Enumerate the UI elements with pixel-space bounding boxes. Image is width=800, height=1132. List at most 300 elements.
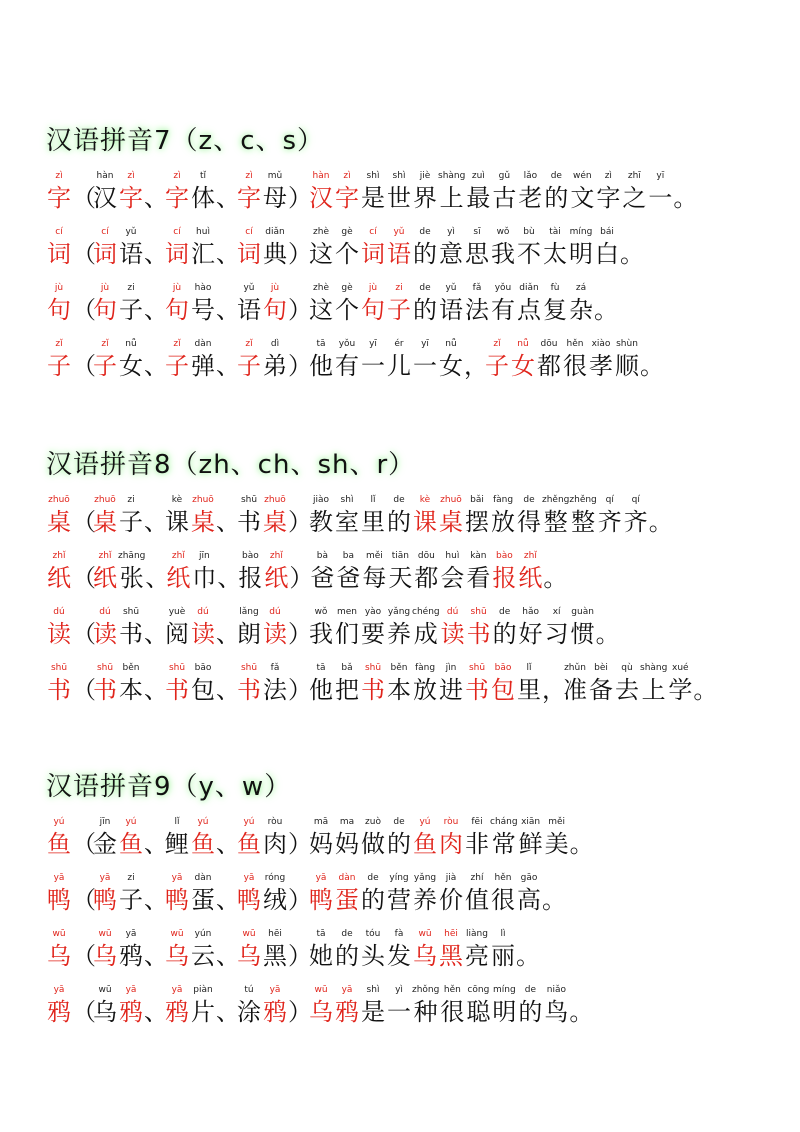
punctuation: 、	[144, 508, 168, 536]
hanzi: 句	[165, 296, 189, 324]
hanzi: 有	[491, 296, 515, 324]
hanzi: 句	[361, 296, 385, 324]
hanzi: 纸	[93, 564, 117, 592]
punctuation: 。	[673, 184, 698, 212]
pinyin: yī	[656, 171, 665, 181]
character	[386, 928, 412, 972]
pinyin: de	[393, 817, 405, 827]
hanzi: 明	[492, 998, 517, 1026]
pinyin: xiào	[591, 339, 611, 349]
pinyin: fǎ	[472, 283, 482, 293]
hanzi: 语	[119, 240, 143, 268]
hanzi: 弟	[263, 352, 287, 380]
hanzi: 很	[440, 998, 465, 1026]
pinyin: hěn	[566, 339, 584, 349]
hanzi: 包	[191, 676, 215, 704]
highlighted-character	[92, 662, 118, 706]
hanzi: 里	[361, 508, 385, 536]
punctuation: 、	[216, 676, 240, 704]
character	[308, 338, 334, 382]
character	[360, 872, 386, 916]
character	[190, 872, 216, 916]
highlighted-character	[190, 494, 216, 538]
hanzi: 看	[466, 564, 491, 592]
pinyin: zhǐ	[523, 551, 537, 561]
punctuation: 。	[569, 830, 594, 858]
character	[190, 928, 216, 972]
hanzi: 女	[119, 352, 143, 380]
character	[516, 872, 542, 916]
pinyin: gǔ	[498, 171, 511, 181]
character	[438, 226, 464, 270]
hanzi: 每	[362, 564, 387, 592]
hanzi: 一	[413, 352, 437, 380]
hanzi: 们	[335, 620, 359, 648]
pinyin: zhè	[313, 227, 329, 237]
pinyin: zi	[127, 495, 135, 505]
punctuation: 。	[595, 620, 620, 648]
pinyin: měi	[548, 817, 565, 827]
hanzi: 鸟	[544, 998, 569, 1026]
hanzi: 做	[361, 830, 385, 858]
character	[518, 816, 544, 860]
hanzi: 书	[361, 676, 385, 704]
character	[490, 282, 516, 326]
pinyin: yā	[99, 873, 111, 883]
highlighted-character	[438, 816, 464, 860]
character	[517, 170, 543, 214]
highlighted-character	[334, 872, 360, 916]
character	[464, 928, 490, 972]
character	[640, 662, 667, 706]
pinyin: fàng	[414, 663, 436, 673]
pinyin: zǐ	[173, 339, 181, 349]
hanzi: 非	[465, 830, 489, 858]
pinyin: yì	[395, 985, 403, 995]
character	[118, 226, 144, 270]
highlighted-character	[360, 662, 386, 706]
highlighted-character	[262, 494, 288, 538]
hanzi: 的	[518, 998, 543, 1026]
character	[190, 226, 216, 270]
pinyin: cí	[245, 227, 253, 237]
sentence-line	[46, 860, 766, 916]
character	[262, 226, 288, 270]
hanzi: 得	[517, 508, 541, 536]
lines-container	[46, 158, 766, 382]
punctuation: 。	[640, 352, 664, 380]
highlighted-character	[236, 928, 262, 972]
punctuation: ）	[288, 352, 312, 380]
hanzi: 备	[589, 676, 613, 704]
character	[438, 872, 464, 916]
pinyin: shū	[364, 663, 382, 673]
hanzi: 顺	[615, 352, 639, 380]
hanzi: 我	[491, 240, 515, 268]
pinyin: fàng	[492, 495, 514, 505]
character	[92, 816, 118, 860]
punctuation: 、	[216, 508, 240, 536]
punctuation: 。	[648, 508, 673, 536]
hanzi: 张	[119, 564, 144, 592]
pinyin: zhǐ	[52, 551, 66, 561]
pinyin: wū	[98, 985, 112, 995]
hanzi: 爸	[336, 564, 361, 592]
character	[647, 170, 673, 214]
hanzi: 种	[413, 998, 438, 1026]
punctuation: 、	[216, 352, 240, 380]
hanzi: 都	[537, 352, 561, 380]
character	[334, 928, 360, 972]
hanzi: 鸦	[47, 998, 71, 1026]
character	[360, 816, 386, 860]
pinyin: yī	[369, 339, 377, 349]
pinyin: měi	[365, 551, 383, 561]
pinyin: de	[367, 873, 379, 883]
character	[412, 226, 438, 270]
hanzi: 之	[622, 184, 647, 212]
hanzi: 很	[563, 352, 587, 380]
highlighted-character	[164, 872, 190, 916]
hanzi: 发	[387, 942, 411, 970]
character	[412, 338, 438, 382]
pinyin: tài	[549, 227, 561, 237]
pinyin: shì	[366, 171, 380, 181]
highlighted-character	[46, 928, 72, 972]
character	[164, 606, 190, 650]
pinyin: shū	[50, 663, 68, 673]
hanzi: 语	[439, 296, 463, 324]
character	[309, 550, 335, 594]
character	[262, 928, 288, 972]
hanzi: 金	[93, 830, 117, 858]
character	[517, 984, 543, 1028]
hanzi: 的	[544, 184, 569, 212]
character	[386, 872, 412, 916]
hanzi: 报	[492, 564, 517, 592]
hanzi: 句	[93, 296, 117, 324]
hanzi: 齐	[597, 508, 622, 536]
hanzi: 是	[361, 184, 385, 212]
punctuation: ）	[288, 998, 312, 1026]
character	[588, 338, 614, 382]
hanzi: 阅	[165, 620, 189, 648]
pinyin: běn	[390, 663, 408, 673]
character	[439, 550, 465, 594]
hanzi: 鱼	[191, 830, 215, 858]
hanzi: 桌	[191, 508, 215, 536]
pinyin: shì	[366, 985, 380, 995]
hanzi: 学	[668, 676, 693, 704]
pinyin: de	[524, 985, 536, 995]
hanzi: 鲜	[518, 830, 543, 858]
pinyin: ròu	[267, 817, 283, 827]
hanzi: 纸	[166, 564, 191, 592]
pinyin: dú	[99, 607, 111, 617]
pinyin: míng	[493, 985, 516, 995]
pinyin: diǎn	[519, 283, 539, 293]
pinyin: jià	[445, 873, 457, 883]
hanzi: 个	[335, 296, 359, 324]
character	[464, 494, 490, 538]
lines-container	[46, 482, 766, 706]
pinyin: gè	[341, 283, 353, 293]
hanzi: 不	[517, 240, 541, 268]
hanzi: 整	[571, 508, 596, 536]
hanzi: 这	[309, 296, 333, 324]
pinyin: sī	[473, 227, 481, 237]
hanzi: 女	[439, 352, 463, 380]
hanzi: 习	[544, 620, 569, 648]
character	[386, 494, 412, 538]
pinyin: qí	[631, 495, 640, 505]
character	[190, 170, 216, 214]
punctuation: 、	[144, 998, 168, 1026]
pinyin: zhāng	[118, 551, 146, 561]
character	[360, 928, 386, 972]
character	[492, 606, 518, 650]
pinyin: shū	[470, 607, 487, 617]
hanzi: 字	[47, 184, 71, 212]
pinyin: dú	[269, 607, 281, 617]
pinyin: yíng	[389, 873, 409, 883]
highlighted-character	[464, 662, 490, 706]
hanzi: 报	[238, 564, 263, 592]
hanzi: 儿	[387, 352, 411, 380]
pinyin: diǎn	[265, 227, 285, 237]
pinyin: wū	[418, 929, 432, 939]
hanzi: 营	[387, 886, 411, 914]
pinyin: de	[419, 227, 431, 237]
character	[412, 282, 438, 326]
hanzi: 高	[517, 886, 541, 914]
hanzi: 课	[413, 508, 437, 536]
section-pinyin-9	[46, 764, 766, 1028]
pinyin: wū	[52, 929, 66, 939]
character	[438, 170, 465, 214]
character	[361, 550, 387, 594]
hanzi: 鸭	[237, 886, 261, 914]
pinyin: de	[498, 607, 511, 617]
punctuation: 、	[144, 620, 168, 648]
hanzi: 准	[563, 676, 587, 704]
pinyin: yú	[419, 817, 431, 827]
hanzi: 一	[361, 352, 385, 380]
hanzi: 成	[413, 620, 438, 648]
pinyin: lǐ	[526, 663, 532, 673]
highlighted-character	[46, 226, 72, 270]
highlighted-character	[46, 338, 72, 382]
highlighted-character	[92, 872, 118, 916]
hanzi: 的	[387, 830, 411, 858]
character	[118, 282, 144, 326]
hanzi: 的	[335, 942, 359, 970]
hanzi: 书	[237, 508, 261, 536]
character	[308, 494, 334, 538]
hanzi: 鸭	[93, 886, 117, 914]
pinyin: yǔ	[393, 227, 405, 237]
sentence-line	[46, 482, 766, 538]
highlighted-character	[164, 928, 190, 972]
hanzi: 朗	[237, 620, 261, 648]
character	[597, 494, 623, 538]
pinyin: zhǐ	[269, 551, 283, 561]
hanzi: 本	[119, 676, 143, 704]
hanzi: 白	[595, 240, 619, 268]
highlighted-character	[412, 494, 438, 538]
punctuation: ）	[289, 564, 314, 592]
punctuation: ）	[288, 886, 312, 914]
pinyin: jìn	[445, 663, 457, 673]
pinyin: yā	[53, 873, 65, 883]
character	[308, 282, 334, 326]
hanzi: 词	[93, 240, 117, 268]
pinyin: zì	[343, 171, 351, 181]
pinyin: cí	[55, 227, 63, 237]
character	[562, 338, 588, 382]
hanzi: 桌	[439, 508, 463, 536]
character	[490, 494, 516, 538]
hanzi: 典	[263, 240, 287, 268]
pinyin: yǒu	[494, 283, 512, 293]
pinyin: huì	[196, 227, 210, 237]
hanzi: 读	[47, 620, 71, 648]
hanzi: 女	[511, 352, 535, 380]
character	[518, 606, 544, 650]
hanzi: 黑	[263, 942, 287, 970]
pinyin: liàng	[466, 929, 488, 939]
hanzi: 本	[387, 676, 411, 704]
sentence-line	[46, 270, 766, 326]
character	[334, 662, 360, 706]
hanzi: 巾	[192, 564, 217, 592]
character	[334, 282, 360, 326]
character	[464, 816, 490, 860]
hanzi: 乌	[237, 942, 261, 970]
hanzi: 字	[596, 184, 621, 212]
character	[236, 984, 262, 1028]
highlighted-character	[412, 928, 438, 972]
highlighted-character	[92, 928, 118, 972]
character	[465, 984, 491, 1028]
character	[536, 338, 562, 382]
pinyin: yǔ	[125, 227, 137, 237]
character	[164, 816, 190, 860]
hanzi: 明	[569, 240, 593, 268]
pinyin: ba	[342, 551, 354, 561]
highlighted-character	[438, 494, 464, 538]
character	[412, 984, 439, 1028]
pinyin: kè	[419, 495, 431, 505]
punctuation: （	[72, 830, 96, 858]
punctuation: （	[72, 352, 96, 380]
hanzi: 乌	[47, 942, 71, 970]
hanzi: 上	[439, 184, 464, 212]
hanzi: 有	[335, 352, 359, 380]
pinyin: ma	[339, 817, 355, 827]
punctuation: 、	[216, 942, 240, 970]
character	[262, 872, 288, 916]
character	[570, 606, 596, 650]
character	[190, 662, 216, 706]
highlighted-character	[118, 816, 144, 860]
hanzi: 书	[237, 676, 261, 704]
hanzi: 鸦	[335, 998, 359, 1026]
pinyin: jù	[368, 283, 378, 293]
pinyin: niǎo	[546, 985, 566, 995]
hanzi: 读	[93, 620, 117, 648]
character	[490, 928, 516, 972]
character	[118, 550, 145, 594]
highlighted-character	[164, 338, 190, 382]
sentence-line	[46, 594, 766, 650]
punctuation: ，	[464, 352, 488, 380]
character	[308, 816, 334, 860]
pinyin: shàng	[438, 171, 466, 181]
highlighted-character	[466, 606, 492, 650]
punctuation: 、	[144, 886, 168, 914]
hanzi: 教	[309, 508, 333, 536]
highlighted-character	[118, 984, 144, 1028]
character	[334, 606, 360, 650]
punctuation: ）	[288, 620, 312, 648]
character	[262, 816, 288, 860]
character	[334, 494, 360, 538]
character	[412, 606, 440, 650]
pinyin: lǐ	[174, 817, 180, 827]
character	[516, 282, 542, 326]
hanzi: 子	[485, 352, 509, 380]
highlighted-character	[164, 984, 190, 1028]
punctuation: 、	[217, 564, 242, 592]
highlighted-character	[490, 662, 516, 706]
hanzi: 字	[165, 184, 189, 212]
hanzi: 文	[570, 184, 595, 212]
hanzi: 汉	[309, 184, 333, 212]
sentence-line	[46, 214, 766, 270]
pinyin: bào	[496, 551, 513, 561]
character	[236, 606, 262, 650]
character	[118, 872, 144, 916]
hanzi: 的	[413, 240, 437, 268]
highlighted-character	[164, 662, 190, 706]
punctuation: ）	[288, 184, 312, 212]
pinyin: tā	[316, 663, 326, 673]
hanzi: 孝	[589, 352, 613, 380]
punctuation: 。	[594, 296, 618, 324]
pinyin: zuò	[365, 817, 381, 827]
pinyin: dàn	[194, 339, 212, 349]
pinyin: de	[550, 171, 562, 181]
pinyin: de	[393, 495, 405, 505]
hanzi: 老	[518, 184, 543, 212]
pinyin: bǎi	[470, 495, 484, 505]
highlighted-character	[491, 550, 517, 594]
character	[262, 170, 288, 214]
pinyin: zǐ	[55, 339, 63, 349]
pinyin: hǎo	[522, 607, 539, 617]
character	[491, 984, 517, 1028]
pinyin: yī	[421, 339, 429, 349]
hanzi: 读	[440, 620, 465, 648]
punctuation: 。	[620, 240, 644, 268]
hanzi: 鸦	[119, 998, 143, 1026]
pinyin: zhí	[470, 873, 484, 883]
section-pinyin-8	[46, 442, 766, 706]
hanzi: 鸭	[165, 886, 189, 914]
hanzi: 的	[387, 508, 411, 536]
pinyin: cí	[101, 227, 109, 237]
